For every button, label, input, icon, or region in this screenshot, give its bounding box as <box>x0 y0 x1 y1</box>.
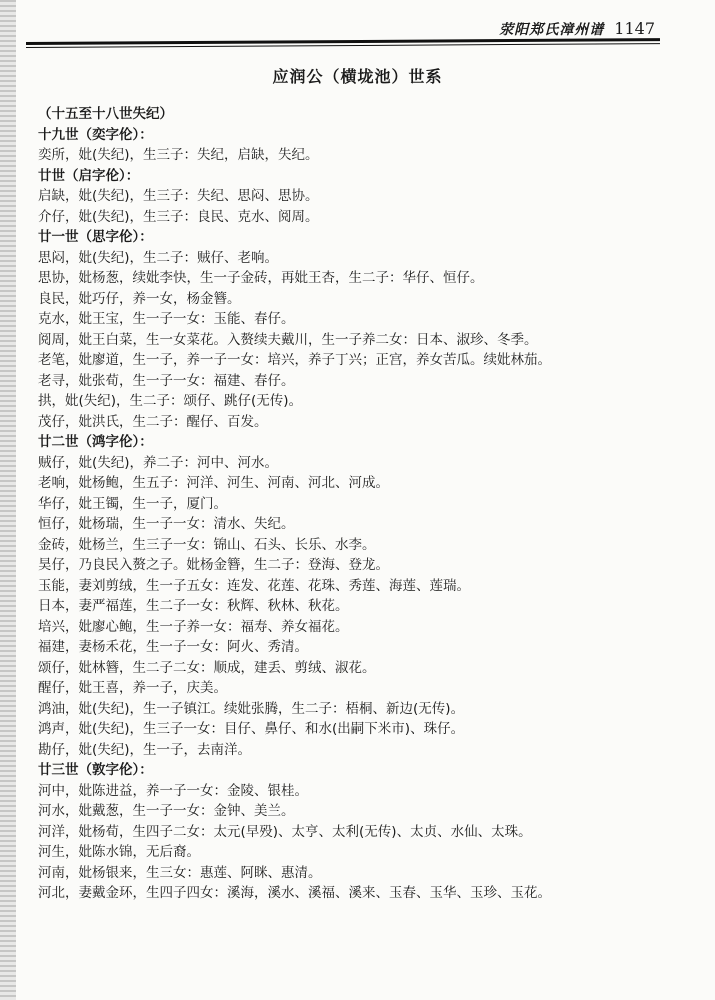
lineage-entry: 介仔，妣(失纪)，生三子：良民、克水、阅周。 <box>38 208 319 225</box>
lineage-entry: 老响，妣杨鲍，生五子：河洋、河生、河南、河北、河成。 <box>38 475 389 491</box>
lineage-entry: 老笔，妣廖道，生一子，养一子一女：培兴，养子丁兴；正宫，养女苦瓜。续妣林茄。 <box>38 352 551 368</box>
lineage-entry: 克水，妣王宝，生一子一女：玉能、春仔。 <box>38 311 295 327</box>
generation-heading: （十五至十八世失纪） <box>38 106 173 122</box>
lineage-entry: 鸿声，妣(失纪)，生三子一女：目仔、鼻仔、和水(出嗣下米市)、珠仔。 <box>38 721 465 737</box>
lineage-entry: 醒仔，妣王喜，养一子，庆美。 <box>38 680 227 696</box>
lineage-entry: 金砖，妣杨兰，生三子一女：锦山、石头、长乐、水李。 <box>38 536 376 553</box>
lineage-entry: 阅周，妣王白菜，生一女菜花。入赘续夫戴川，生一子养二女：日本、淑珍、冬季。 <box>38 331 538 348</box>
lineage-entry: 昊仔，乃良民入赘之子。妣杨金簪，生二子：登海、登龙。 <box>38 557 389 573</box>
generation-heading: 廿二世（鸿字伦）： <box>38 434 153 450</box>
lineage-entry: 玉能，妻刘剪绒，生一子五女：连发、花莲、花珠、秀莲、海莲、莲瑞。 <box>38 577 470 594</box>
lineage-entry: 河南，妣杨银来，生三女：惠莲、阿眯、惠清。 <box>38 864 322 881</box>
lineage-entry: 贼仔，妣(失纪)，养二子：河中、河水。 <box>38 454 279 471</box>
generation-heading: 廿世（启字伦）： <box>38 167 140 184</box>
page-title: 应润公（横垅池）世系 <box>272 67 443 86</box>
lineage-entry: 鸿油，妣(失纪)，生一子镇江。续妣张腾，生二子：梧桐、新边(无传)。 <box>38 700 465 717</box>
lineage-entry: 河北，妻戴金环，生四子四女：溪海，溪水、溪福、溪来、玉春、玉华、玉珍、玉花。 <box>38 885 551 901</box>
lineage-entry: 勘仔，妣(失纪)，生一子，去南洋。 <box>38 741 252 758</box>
genealogy-body <box>38 104 688 904</box>
lineage-entry: 良民，妣巧仔，养一女，杨金簪。 <box>38 290 241 307</box>
lineage-entry: 河生，妣陈水锦，无后裔。 <box>38 844 200 860</box>
lineage-entry: 老寻，妣张荀，生一子一女：福建、春仔。 <box>38 372 295 389</box>
running-head <box>499 19 655 39</box>
generation-heading: 廿三世（敦字伦）： <box>38 762 153 778</box>
running-title: 荥阳郑氏漳州谱 <box>499 22 605 38</box>
lineage-entry: 恒仔，妣杨瑞，生一子一女：清水、失纪。 <box>38 516 295 532</box>
lineage-entry: 培兴，妣廖心鲍，生一子养一女：福寿、养女福花。 <box>38 618 349 635</box>
lineage-entry: 日本，妻严福莲，生二子一女：秋辉、秋林、秋花。 <box>38 598 349 614</box>
lineage-entry: 华仔，妣王镯，生一子，厦门。 <box>38 495 227 512</box>
lineage-entry: 思闷，妣(失纪)，生二子：贼仔、老响。 <box>38 249 279 266</box>
lineage-entry: 河中，妣陈进益，养一子一女：金陵、银桂。 <box>38 782 308 799</box>
lineage-entry: 河洋，妣杨荀，生四子二女：太元(早殁)、太亨、太利(无传)、太贞、水仙、太珠。 <box>38 823 532 840</box>
lineage-entry: 思协，妣杨葱，续妣李快，生一子金砖，再妣王杏，生二子：华仔、恒仔。 <box>38 270 484 286</box>
lineage-entry: 河水，妣戴葱，生一子一女：金钟、美兰。 <box>38 803 295 819</box>
lineage-entry: 奕所，妣(失纪)，生三子：失纪，启缺，失纪。 <box>38 147 319 163</box>
generation-heading: 廿一世（思字伦）： <box>38 229 153 245</box>
binding-edge <box>0 0 16 1000</box>
generation-heading: 十九世（奕字伦）： <box>38 126 153 143</box>
lineage-entry: 茂仔，妣洪氏，生二子：醒仔、百发。 <box>38 413 268 430</box>
page-number: 1147 <box>614 19 655 38</box>
lineage-entry: 拱，妣(失纪)，生二子：颂仔、跳仔(无传)。 <box>38 393 303 409</box>
lineage-entry: 福建，妻杨禾花，生一子一女：阿火、秀清。 <box>38 639 308 655</box>
lineage-entry: 颂仔，妣林簪，生二子二女：顺成，建丢、剪绒、淑花。 <box>38 659 376 676</box>
lineage-entry: 启缺，妣(失纪)，生三子：失纪、思闷、思协。 <box>38 188 319 204</box>
